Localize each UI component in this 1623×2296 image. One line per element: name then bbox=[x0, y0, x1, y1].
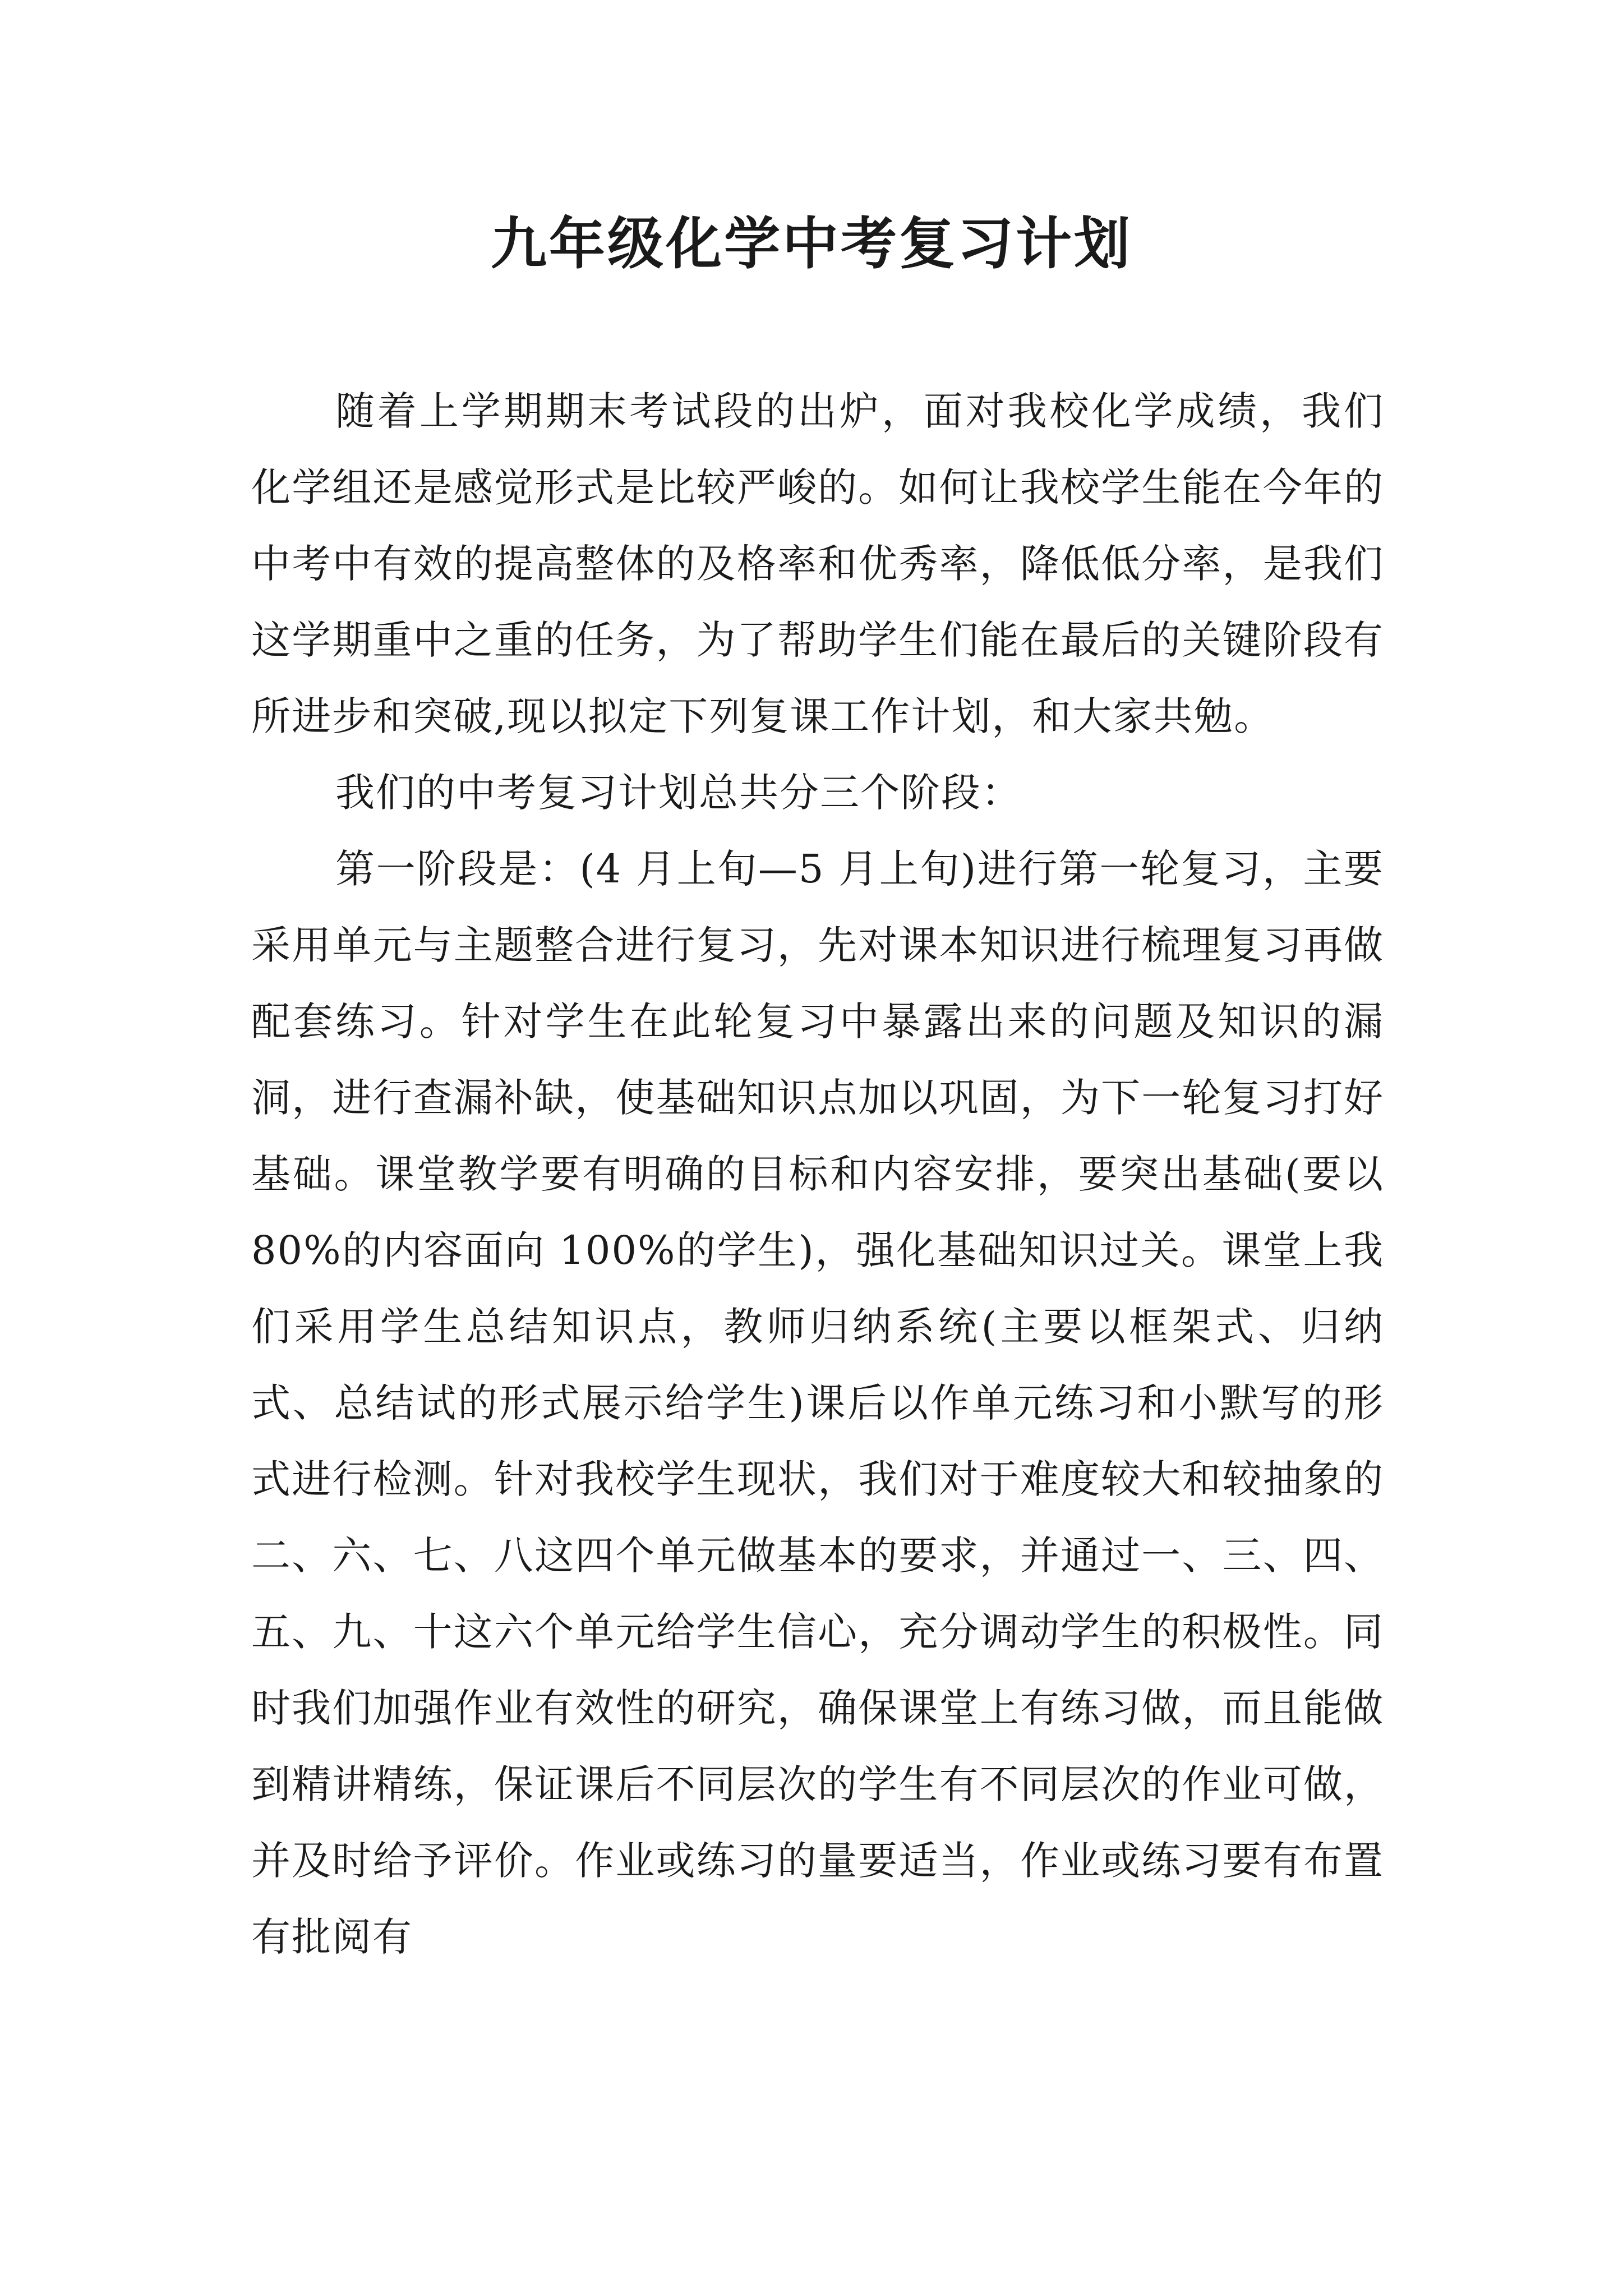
paragraph-overview: 我们的中考复习计划总共分三个阶段： bbox=[335, 770, 1022, 816]
document-body bbox=[251, 373, 1384, 1975]
document-title: 九年级化学中考复习计划 bbox=[491, 211, 1132, 277]
paragraph-intro: 随着上学期期末考试段的出炉，面对我校化学成绩，我们化学组还是感觉形式是比较严峻的。如何让我校学生能在今年的中考中有效的提高整体的及格率和优秀率，降低低分率，是我们这学期重中之重的任务，为了帮助学生们能在最后的关键阶段有所进步和突破,现以拟定下列复课工作计划，和大家共勉。 bbox=[251, 388, 1384, 739]
paragraph-stage-one: 第一阶段是：(4 月上旬—5 月上旬)进行第一轮复习，主要采用单元与主题整合进行复习，先对课本知识进行梳理复习再做配套练习。针对学生在此轮复习中暴露出来的问题及知识的漏洞，进行查漏补缺，使基础知识点加以巩固，为下一轮复习打好基础。课堂教学要有明确的目标和内容安排，要突出基础(要以 80%的内容面向 100%的学生)，强化基础知识过关。课堂上我们采用学生总结知识点，教师归纳系统(主要以框架式、归纳式、总结试的形式展示给学生)课后以作单元练习和小默写的形式进行检测。针对我校学生现状，我们对于难度较大和较抽象的二、六、七、八这四个单元做基本的要求，并通过一、三、四、五、九、十这六个单元给学生信心，充分调动学生的积极性。同时我们加强作业有效性的研究，确保课堂上有练习做，而且能做到精讲精练，保证课后不同层次的学生有不同层次的作业可做，并及时给予评价。作业或练习的量要适当，作业或练习要有布置有批阅有 bbox=[251, 846, 1384, 1960]
